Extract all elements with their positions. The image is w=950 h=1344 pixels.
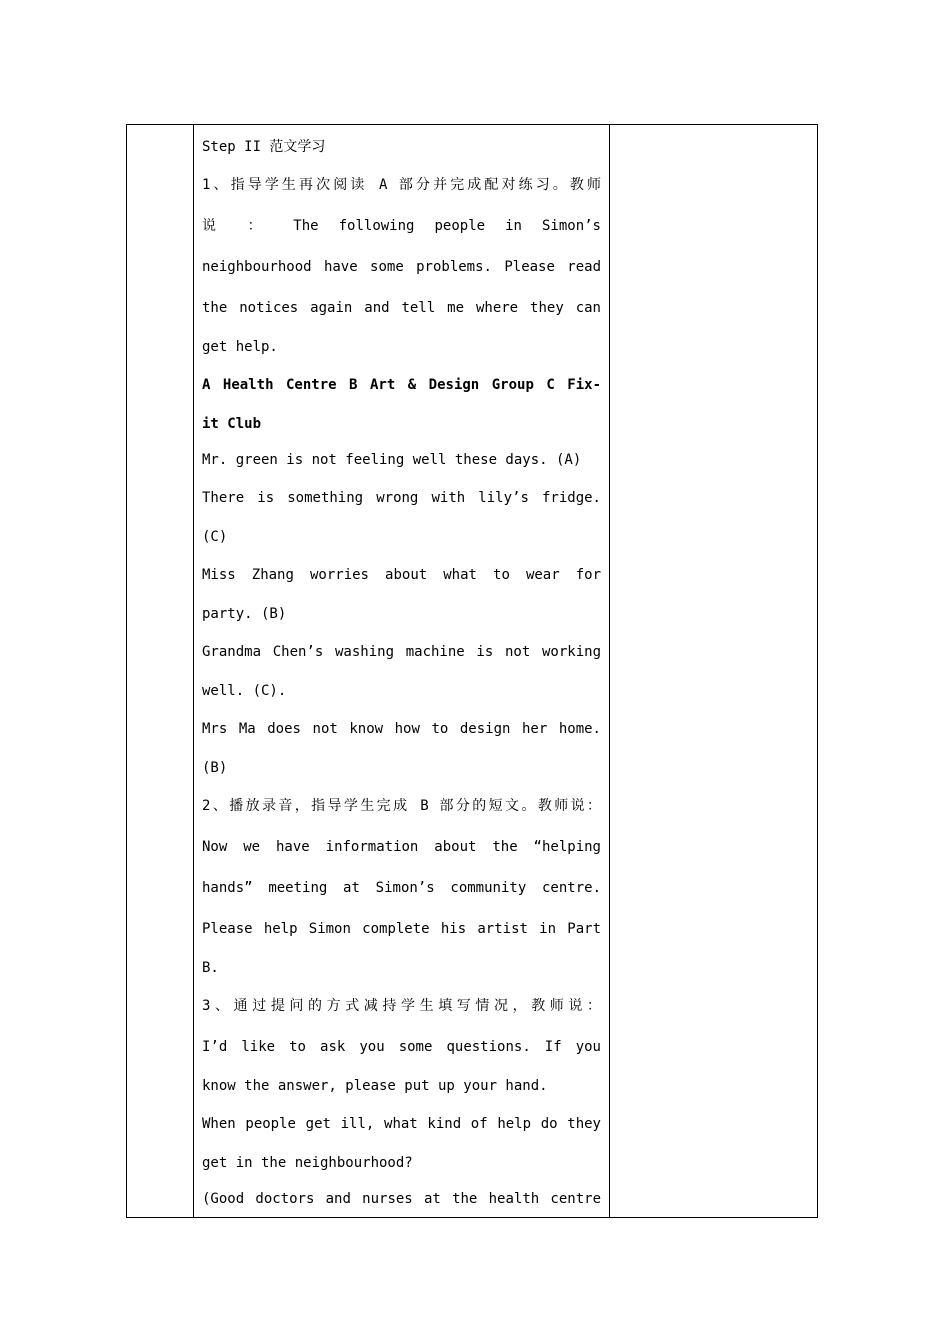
paragraph-line: I’d like to ask you some questions. If you [202,1039,601,1055]
right-column-cell [610,125,818,1218]
exercise-line: Grandma Chen’s washing machine is not working [202,644,601,660]
left-column-cell [127,125,194,1218]
paragraph-line: Please help Simon complete his artist in Part [202,921,601,937]
exercise-line: There is something wrong with lily’s fridge. [202,490,601,506]
paragraph-line: 1、指导学生再次阅读 A 部分并完成配对练习。教师 [202,177,601,193]
options-line: it Club [202,416,262,432]
exercise-line: (C) [202,529,228,545]
paragraph-line: the notices again and tell me where they can [202,300,601,316]
paragraph-line: 2、播放录音，指导学生完成 B 部分的短文。教师说： [202,798,601,814]
paragraph-line: Now we have information about the “helping [202,839,601,855]
exercise-line: (B) [202,760,228,776]
exercise-line: well. (C). [202,683,287,699]
lesson-plan-table [126,124,818,1218]
lesson-content [194,125,609,1217]
exercise-line: Mr. green is not feeling well these days. (A) [202,452,582,468]
paragraph-line: When people get ill, what kind of help do they [202,1116,601,1132]
step-heading: Step II 范文学习 [202,139,326,155]
table-row [127,125,818,1218]
exercise-line: party. (B) [202,606,287,622]
paragraph-line: (Good doctors and nurses at the health centre [202,1191,601,1207]
paragraph-line: hands” meeting at Simon’s community centre. [202,880,601,896]
paragraph-line: get in the neighbourhood? [202,1155,413,1171]
options-line: A Health Centre B Art & Design Group C Fix- [202,377,601,393]
exercise-line: Mrs Ma does not know how to design her home. [202,721,601,737]
paragraph-line: 说 ： The following people in Simon’s [202,218,601,234]
paragraph-line: know the answer, please put up your hand. [202,1078,548,1094]
content-column-cell [194,125,610,1218]
paragraph-line: neighbourhood have some problems. Please read [202,259,601,275]
paragraph-line: get help. [202,339,278,355]
paragraph-line: B. [202,960,219,976]
paragraph-line: 3、通过提问的方式减持学生填写情况，教师说： [202,998,601,1014]
exercise-line: Miss Zhang worries about what to wear for [202,567,601,583]
